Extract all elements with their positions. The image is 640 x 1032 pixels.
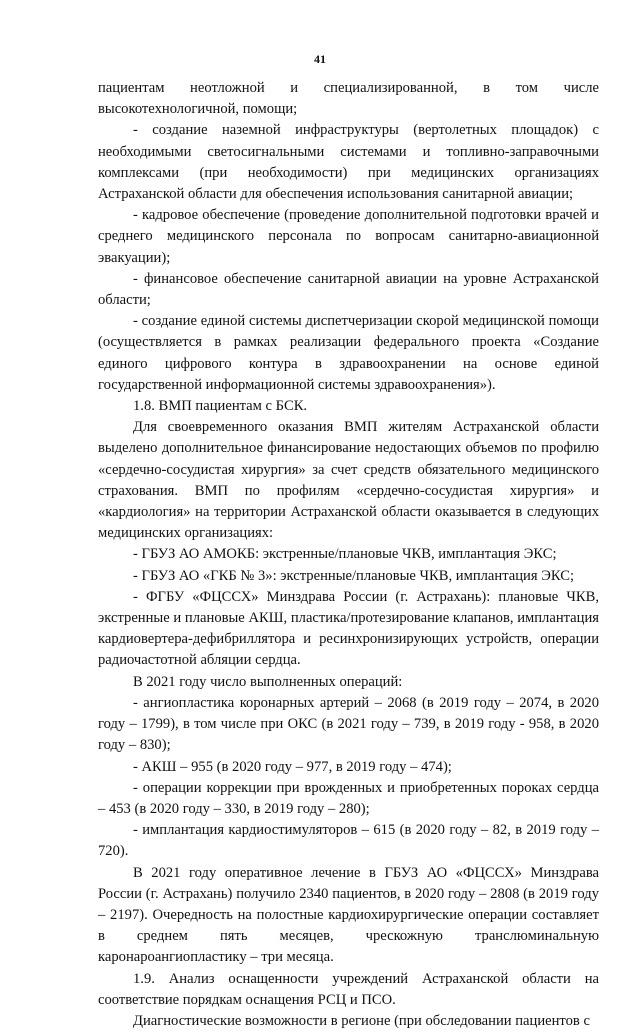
list-item-helipad-infrastructure: - создание наземной инфраструктуры (вертолетных площадок) с необходимыми светосигнальными системами и топливно-заправочными комплексами (при необходимости) при медицинских организациях Астраханской области для обеспечения использования санитарной авиации; xyxy=(98,122,599,203)
list-item-staff-training: - кадровое обеспечение (проведение дополнительной подготовки врачей и среднего медицинского персонала по вопросам санитарно-авиационной эвакуации); xyxy=(98,207,599,266)
section-heading-1-9: 1.9. Анализ оснащенности учреждений Астраханской области на соответствие порядкам оснащения РСЦ и ПСО. xyxy=(98,970,599,1008)
section-heading-1-8: 1.8. ВМП пациентам с БСК. xyxy=(133,398,308,415)
paragraph-continuation: пациентам неотложной и специализированной, в том числе высокотехнологичной, помощи; xyxy=(98,80,599,118)
list-item-financing: - финансовое обеспечение санитарной авиации на уровне Астраханской области; xyxy=(98,270,599,309)
paragraph-diagnostics: Диагностические возможности в регионе (при обследовании пациентов с xyxy=(133,1012,590,1029)
list-item-cabg: - АКШ – 955 (в 2020 году – 977, в 2019 году – 474); xyxy=(133,758,452,775)
list-item-pacemakers: - имплантация кардиостимуляторов – 615 (в 2020 году – 82, в 2019 году – 720). xyxy=(98,822,599,860)
list-item-gkb3: - ГБУЗ АО «ГКБ № 3»: экстренные/плановые ЧКВ, имплантация ЭКС; xyxy=(133,567,575,584)
list-item-amokb: - ГБУЗ АО АМОКБ: экстренные/плановые ЧКВ, имплантация ЭКС; xyxy=(133,546,557,563)
list-item-valve-defects: - операции коррекции при врожденных и приобретенных пороках сердца – 453 (в 2020 году – 330, в 2019 году – 280); xyxy=(98,779,599,817)
list-item-dispatch-system: - создание единой системы диспетчеризации скорой медицинской помощи (осуществляется в рамках реализации федерального проекта «Создание единого цифрового контура в здравоохранении на основе единой государственной информационной системы здравоохранения»). xyxy=(98,313,599,393)
list-item-fcssh: - ФГБУ «ФЦССХ» Минздрава России (г. Астрахань): плановые ЧКВ, экстренные и плановые АКШ, пластика/протезирование клапанов, имплантация кардиовертера-дефибриллятора и ресинхронизирующих устройств, операции радиочастотной абляции сердца. xyxy=(98,588,599,669)
document-body xyxy=(98,78,599,1032)
page-number: 41 xyxy=(314,52,326,66)
list-item-angioplasty: - ангиопластика коронарных артерий – 2068 (в 2019 году – 2074, в 2020 году – 1799), в том числе при ОКС (в 2021 году – 739, в 2019 году - 958, в 2020 году – 830); xyxy=(98,694,599,754)
paragraph-operations-intro: В 2021 году число выполненных операций: xyxy=(133,673,403,690)
paragraph-surgical-treatment: В 2021 году оперативное лечение в ГБУЗ АО «ФЦССХ» Минздрава России (г. Астрахань) получило 2340 пациентов, в 2020 году – 2808 (в 2019 году – 2197). Очередность на полостные кардиохирургические операции составляет в среднем пять месяцев, чрескожную транслюминальную каронароангиопластику – три месяца. xyxy=(98,864,599,966)
paragraph-vmp-funding: Для своевременного оказания ВМП жителям Астраханской области выделено дополнительное финансирование недостающих объемов по профилю «сердечно-сосудистая хирургия» за счет средств обязательного медицинского страхования. ВМП по профилям «сердечно-сосудистая хирургия» и «кардиология» на территории Астраханской области оказывается в следующих медицинских организациях: xyxy=(98,419,599,542)
